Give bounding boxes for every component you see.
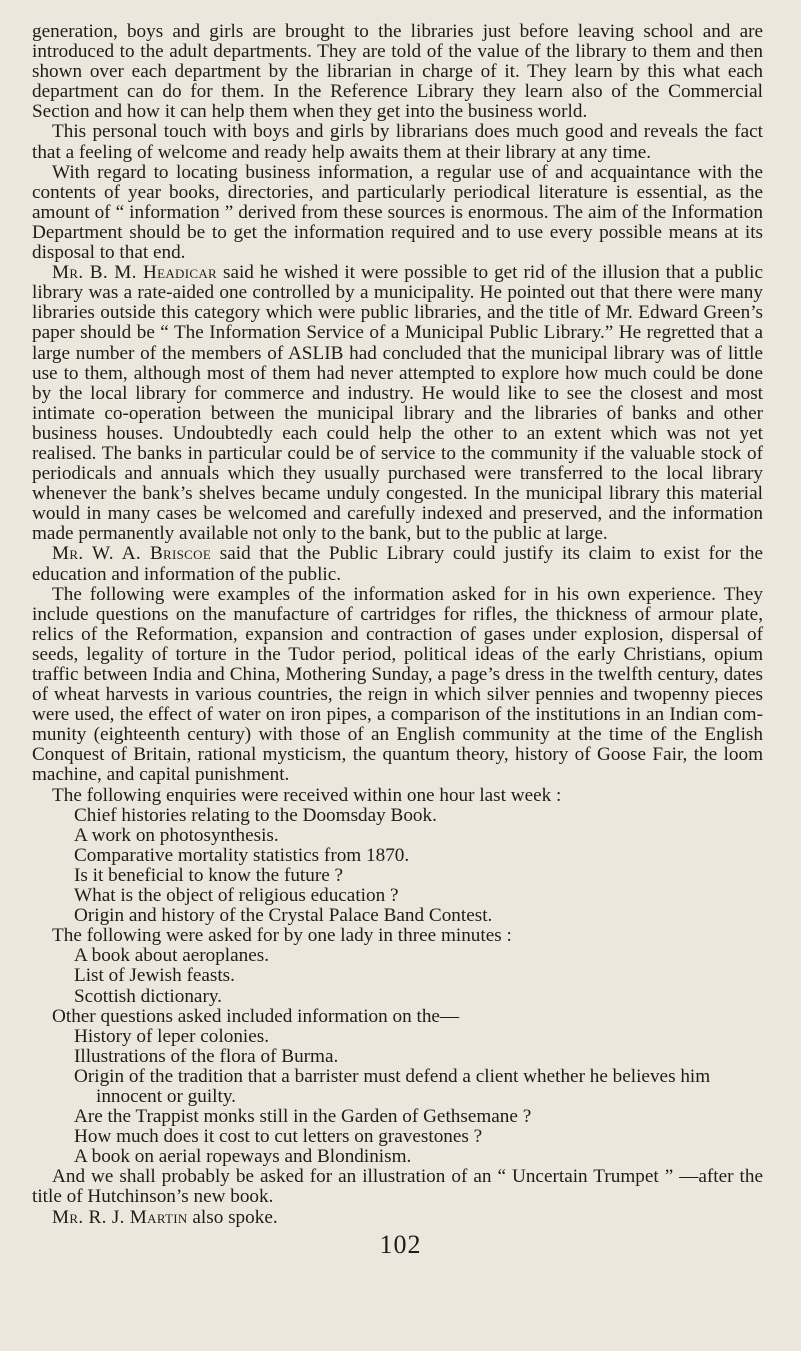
list-intro-other-questions: Other questions asked included information on the— bbox=[52, 1005, 460, 1027]
paragraph-personal-touch: This personal touch with boys and girls by librarians does much good and reveals the fact that a feeling of welcome and ready help awaits them at their library at any time. bbox=[32, 121, 763, 163]
list-item: Origin of the tradition that a barrister must defend a client whether he believes him innocent or guilty. bbox=[74, 1065, 711, 1107]
headicar-text: said he wished it were possible to get rid of the illusion that a public library was a rate-aided one controlled by a municipality. He pointed out that there were many libraries outside this category which were public libraries, and the title of Mr. Edward Green’s paper should be “ The Information Service of a Municipal Public Library.” He regretted that a large number of the members of ASLIB had concluded that the municipal library was of little use to them, although most of them had never attempted to explore how much could be done by the local library for commerce and industry. He would like to see the closest and most intimate co-operation between the municipal library and the libraries of banks and other business houses. Undoubtedly each could help the other to an extent which was not yet realised. The banks in particular could be of service to the community if the valuable stock of periodicals and annuals which they usually purchased were transferred to the local library whenever the bank’s shelves became unduly congested. In the municipal library this material would in many cases be welcomed and carefully indexed and preserved, and the information made permanently available not only to the bank, but to the public at large. bbox=[32, 262, 764, 545]
list-item: What is the object of religious education ? bbox=[74, 885, 399, 907]
speaker-martin: Mr. R. J. Martin bbox=[52, 1206, 188, 1228]
list-item: Are the Trappist monks still in the Garden of Gethsemane ? bbox=[74, 1106, 532, 1128]
speaker-headicar: Mr. B. M. Headicar bbox=[52, 262, 217, 284]
paragraph-martin bbox=[32, 1208, 763, 1228]
paragraph-examples: The following were examples of the information asked for in his own experience. They include questions on the manufacture of cartridges for rifles, the thickness of armour plate, relics of the Reformation, expansion and contraction of gases under explosion, dispersal of seeds, legality of torture in the Tudor period, political ideas of the early Christians, opium traffic between India and China, Mothering Sunday, a page’s dress in the twelfth century, dates of wheat harvests in various countries, the reign in which silver pennies and twopenny pieces were used, the effect of water on iron pipes, a comparison of the institutions in an Indian com- munity (eighteenth century) with those of an English community at the time of the English Conquest of Britain, rational mysticism, the quantum theory, history of Goose Fair, the loom machine, and capital punishment. bbox=[32, 583, 763, 786]
paragraph-uncertain-trumpet: And we shall probably be asked for an illustration of an “ Uncertain Trumpet ” —after the title of Hutchinson’s new book. bbox=[32, 1166, 763, 1208]
briscoe-text: said that the Public Library could justify its claim to exist for the education and information of the public. bbox=[32, 543, 763, 585]
speaker-briscoe: Mr. W. A. Briscoe bbox=[52, 543, 212, 565]
list-intro-one-lady: The following were asked for by one lady in three minutes : bbox=[52, 925, 512, 947]
paragraph-generation: generation, boys and girls are brought to the libraries just before leaving school and are introduced to the adult departments. They are told of the value of the library to them and then shown over each department by the librarian in charge of it. They learn by this what each department can do for them. In the Reference Library they learn also of the Commercial Section and how it can help them when they get into the business world. bbox=[32, 21, 763, 123]
list-intro-one-hour: The following enquiries were received within one hour last week : bbox=[52, 784, 562, 806]
enquiry-list-one-lady bbox=[32, 946, 763, 1006]
martin-text: also spoke. bbox=[187, 1206, 278, 1228]
list-item: Scottish dictionary. bbox=[74, 985, 222, 1007]
list-item: Is it beneficial to know the future ? bbox=[74, 864, 344, 886]
list-item: Illustrations of the flora of Burma. bbox=[74, 1045, 339, 1067]
page-number: 102 bbox=[379, 1230, 422, 1259]
list-item: How much does it cost to cut letters on gravestones ? bbox=[74, 1126, 483, 1148]
list-item: Comparative mortality statistics from 1870. bbox=[74, 844, 410, 866]
enquiry-list-one-hour bbox=[32, 806, 763, 927]
paragraph-headicar bbox=[32, 263, 763, 544]
list-item: Chief histories relating to the Doomsday Book. bbox=[74, 804, 437, 826]
paragraph-briscoe bbox=[32, 544, 763, 584]
list-item: List of Jewish feasts. bbox=[74, 965, 235, 987]
list-item: A book on aerial ropeways and Blondinism. bbox=[74, 1146, 412, 1168]
list-item: Origin and history of the Crystal Palace Band Contest. bbox=[74, 905, 493, 927]
enquiry-list-other bbox=[32, 1027, 763, 1168]
list-item: A book about aeroplanes. bbox=[74, 945, 270, 967]
list-item: History of leper colonies. bbox=[74, 1025, 270, 1047]
list-item: A work on photosynthesis. bbox=[74, 824, 279, 846]
paragraph-business-information: With regard to locating business information, a regular use of and acquaintance with the contents of year books, directories, and particularly periodical literature is essential, as the amount of “ information ” derived from these sources is enormous. The aim of the Information Department should be to get the information required and to use every possible means at its disposal to that end. bbox=[32, 161, 763, 264]
